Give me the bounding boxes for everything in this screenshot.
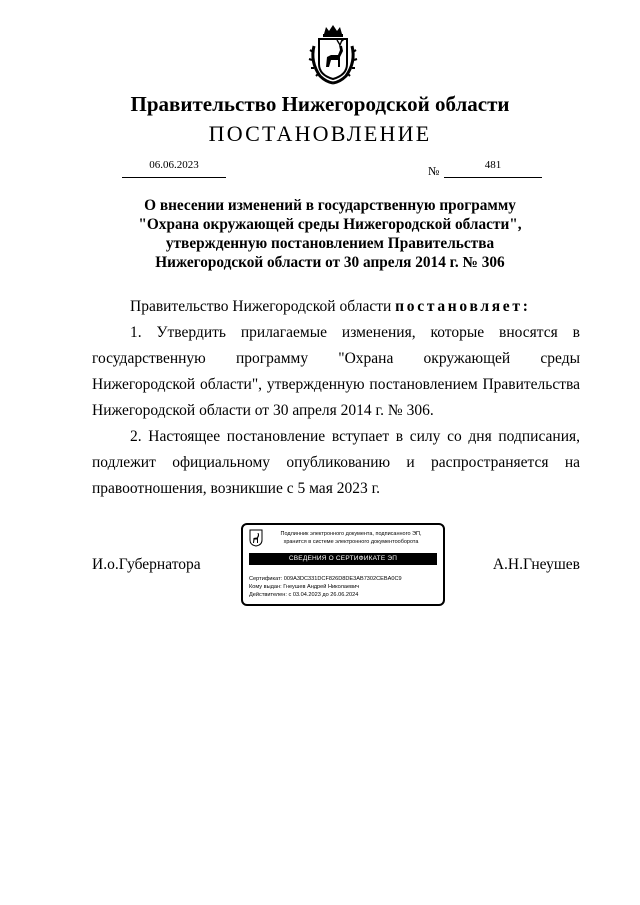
subject-line: О внесении изменений в государственную программу bbox=[144, 197, 516, 214]
signatory-position: И.о.Губернатора bbox=[92, 556, 201, 573]
document-type: ПОСТАНОВЛЕНИЕ bbox=[208, 121, 432, 146]
stamp-issued-to: Кому выдан: Гнеушев Андрей Николаевич bbox=[249, 584, 360, 590]
electronic-signature-stamp bbox=[241, 523, 445, 606]
stamp-note-line: Подлинник электронного документа, подписанного ЭП, bbox=[280, 531, 422, 537]
subject-line: Нижегородской области от 30 апреля 2014 г. № 306 bbox=[155, 254, 505, 271]
stamp-note-line: хранится в системе электронного документооборота bbox=[283, 539, 419, 545]
signatory-name: А.Н.Гнеушев bbox=[492, 556, 580, 573]
document-date: 06.06.2023 bbox=[149, 159, 199, 171]
document-number: 481 bbox=[484, 159, 502, 171]
deer-emblem-icon bbox=[249, 529, 263, 547]
number-underline bbox=[444, 177, 542, 178]
subject-line: утвержденную постановлением Правительства bbox=[165, 235, 495, 252]
subject-line: "Охрана окружающей среды Нижегородской области", bbox=[138, 216, 522, 233]
intro-text: Правительство Нижегородской области bbox=[130, 298, 396, 315]
stamp-certificate: Сертификат: 009A3DC331DCF826D8DE3AB7302CEBA0C9 bbox=[249, 576, 402, 582]
government-title: Правительство Нижегородской области bbox=[130, 92, 510, 116]
document-subject bbox=[100, 196, 560, 272]
paragraph-1: 1. Утвердить прилагаемые изменения, которые вносятся в государственную программу "Охрана окружающей среды Нижегородской области", утвержденную постановлением Правительства Нижегородской области от 30 апреля 2014 г. № 306. bbox=[92, 324, 580, 419]
coat-of-arms-icon bbox=[302, 24, 364, 86]
stamp-validity: Действителен: с 03.04.2023 до 26.06.2024 bbox=[249, 592, 359, 598]
paragraph-2: 2. Настоящее постановление вступает в силу со дня подписания, подлежит официальному опубликованию и распространяется на правоотношения, возникшие с 5 мая 2023 г. bbox=[92, 428, 580, 497]
date-underline bbox=[122, 177, 226, 178]
intro-line bbox=[130, 294, 531, 320]
number-label: № bbox=[428, 164, 440, 178]
stamp-header: СВЕДЕНИЯ О СЕРТИФИКАТЕ ЭП bbox=[249, 553, 437, 565]
resolves-word: постановляет: bbox=[395, 298, 531, 315]
